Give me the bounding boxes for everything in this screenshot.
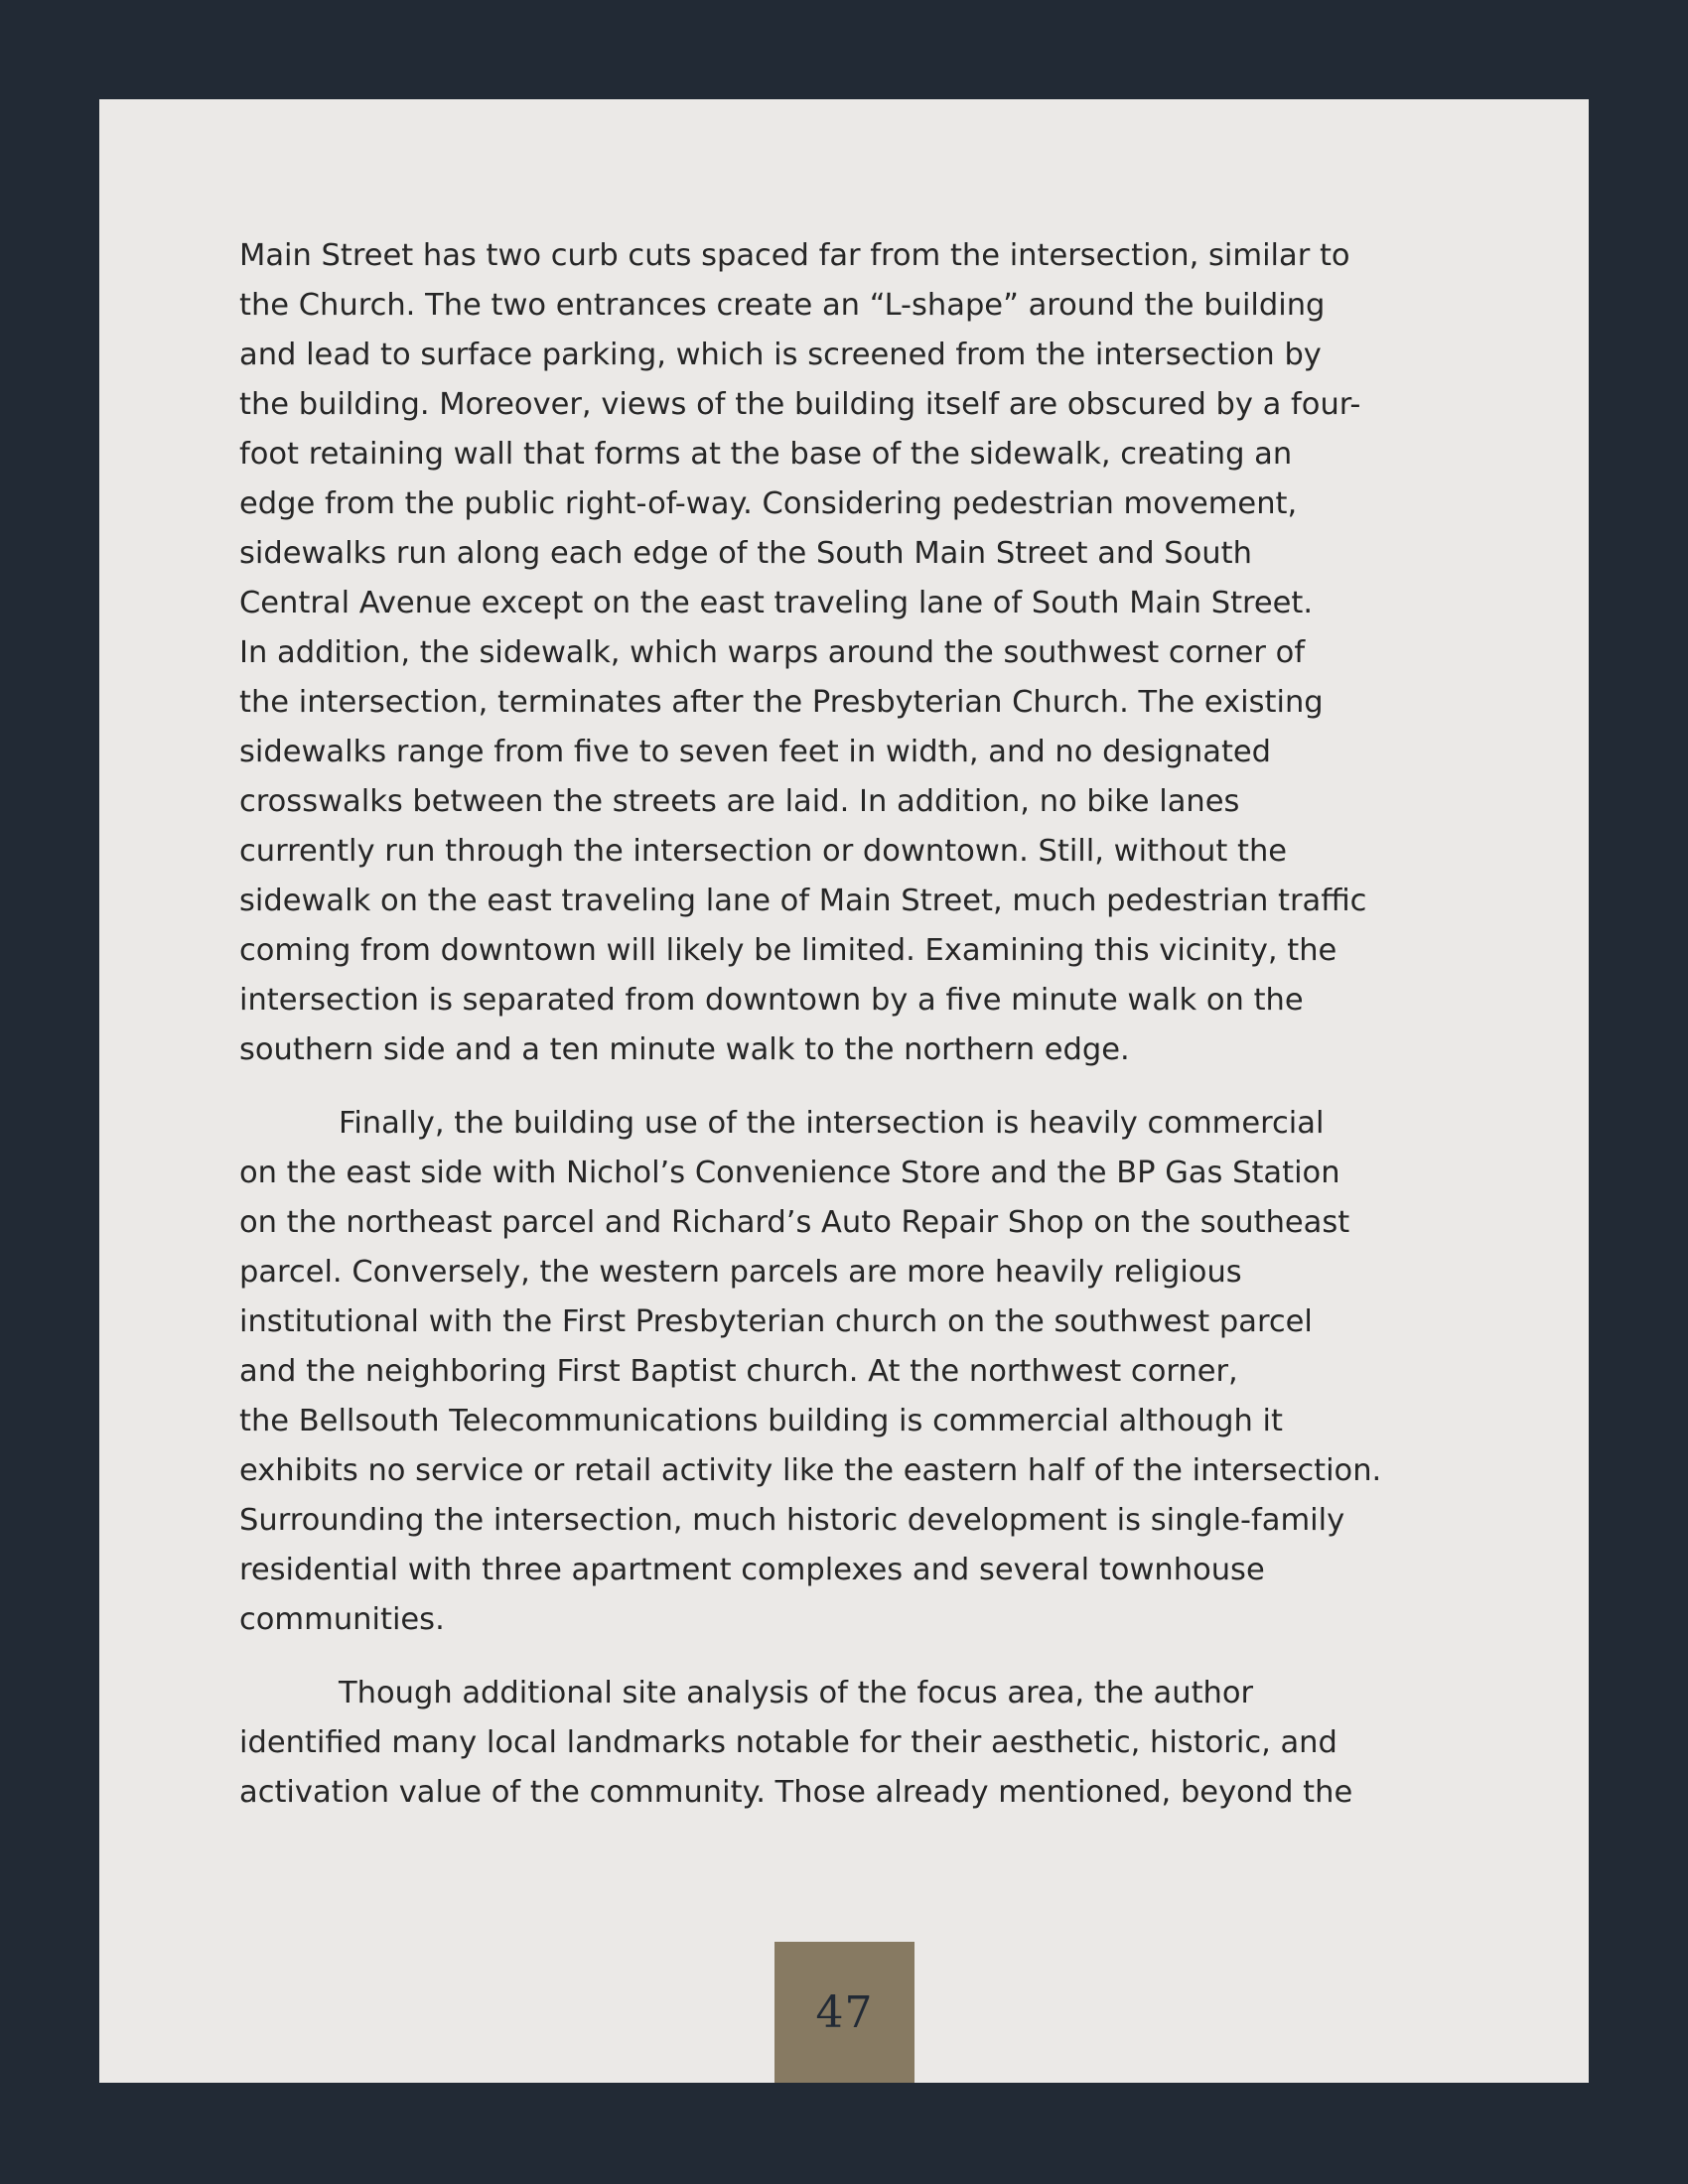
text-line: Finally, the building use of the intersection is heavily commercial [339,1106,1325,1141]
text-line: coming from downtown will likely be limited. Examining this vicinity, the [239,933,1337,968]
text-line: sidewalks run along each edge of the South Main Street and South [239,536,1252,571]
text-line: parcel. Conversely, the western parcels are more heavily religious [239,1255,1242,1290]
text-line: crosswalks between the streets are laid. In addition, no bike lanes [239,784,1240,819]
text-line: activation value of the community. Those already mentioned, beyond the [239,1775,1353,1810]
text-line: currently run through the intersection or downtown. Still, without the [239,834,1288,869]
paragraph [239,1099,1550,1645]
document-page [99,99,1589,2083]
text-line: foot retaining wall that forms at the base of the sidewalk, creating an [239,437,1293,472]
text-line: communities. [239,1602,445,1637]
text-line: the Church. The two entrances create an “L-shape” around the building [239,288,1326,323]
text-line: the building. Moreover, views of the building itself are obscured by a four- [239,387,1361,422]
text-line: residential with three apartment complexes and several townhouse [239,1553,1265,1587]
text-line: exhibits no service or retail activity like the eastern half of the intersection. [239,1453,1382,1488]
text-line: and the neighboring First Baptist church. At the northwest corner, [239,1354,1238,1389]
text-line: Though additional site analysis of the focus area, the author [339,1676,1254,1710]
text-line: the Bellsouth Telecommunications building is commercial although it [239,1404,1283,1438]
text-line: In addition, the sidewalk, which warps around the southwest corner of [239,635,1306,670]
text-line: intersection is separated from downtown by a five minute walk on the [239,983,1304,1018]
text-line: and lead to surface parking, which is screened from the intersection by [239,338,1322,372]
body-text [239,231,1550,1818]
text-line: sidewalks range from five to seven feet in width, and no designated [239,735,1272,769]
text-line: sidewalk on the east traveling lane of Main Street, much pedestrian traffic [239,884,1367,918]
page-number-badge [774,1942,914,2083]
text-line: institutional with the First Presbyterian church on the southwest parcel [239,1304,1313,1339]
text-line: on the east side with Nichol’s Convenience Store and the BP Gas Station [239,1156,1340,1190]
paragraph [239,231,1550,1075]
text-line: the intersection, terminates after the Presbyterian Church. The existing [239,685,1324,720]
paragraph [239,1669,1550,1818]
text-line: edge from the public right-of-way. Considering pedestrian movement, [239,486,1298,521]
page-number: 47 [815,1986,874,2038]
text-line: Surrounding the intersection, much historic development is single-family [239,1503,1345,1538]
text-line: southern side and a ten minute walk to the northern edge. [239,1032,1130,1067]
text-line: identified many local landmarks notable for their aesthetic, historic, and [239,1725,1337,1760]
text-line: on the northeast parcel and Richard’s Auto Repair Shop on the southeast [239,1205,1350,1240]
text-line: Main Street has two curb cuts spaced far from the intersection, similar to [239,238,1350,273]
text-line: Central Avenue except on the east traveling lane of South Main Street. [239,586,1314,620]
